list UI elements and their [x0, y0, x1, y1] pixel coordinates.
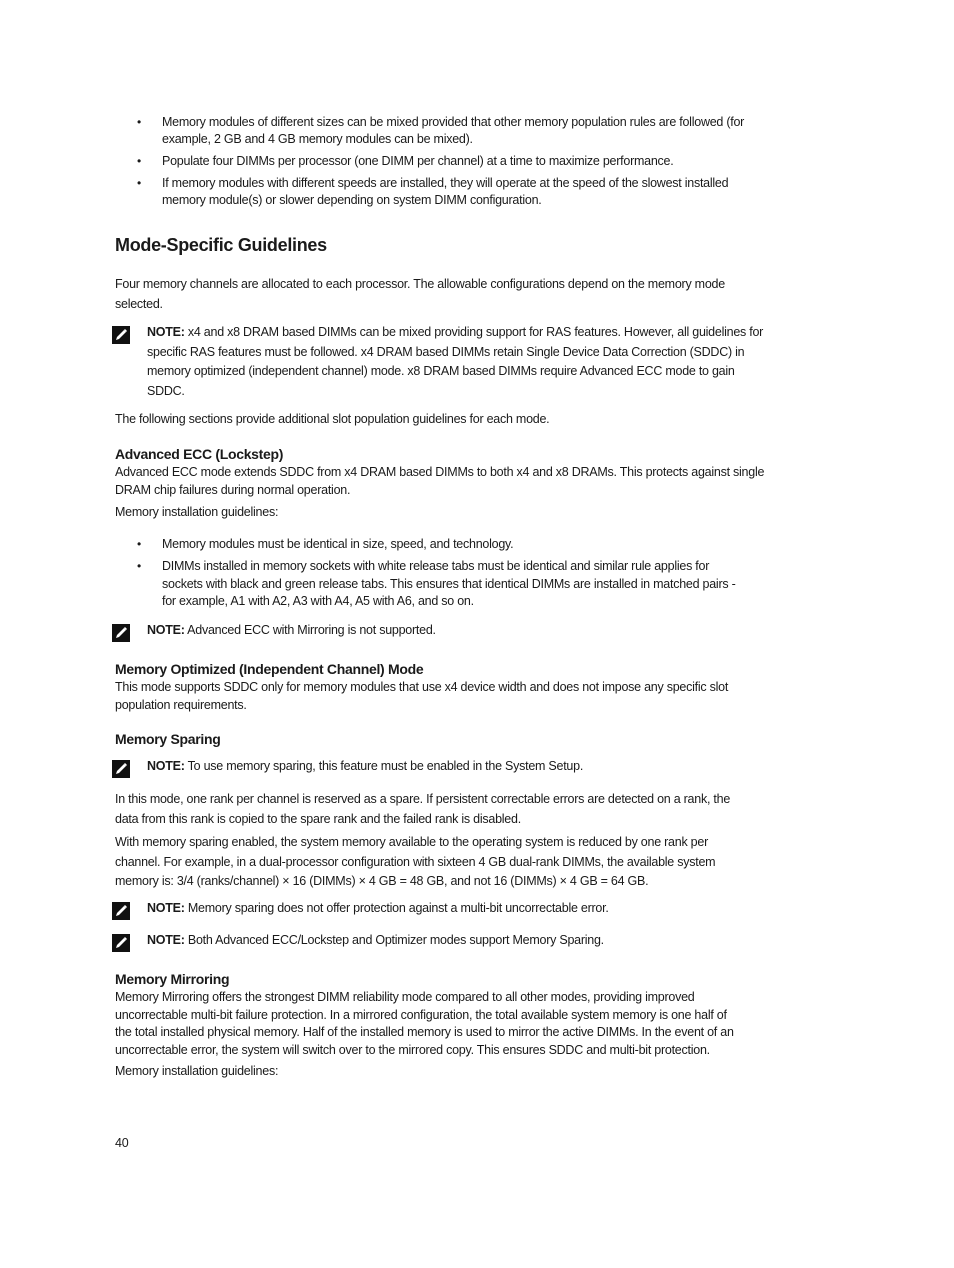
paragraph: [115, 790, 815, 828]
subsection-title-mirroring: Memory Mirroring: [115, 971, 230, 987]
list-item: [115, 535, 815, 554]
list-item: [115, 557, 815, 611]
list-item: [115, 113, 815, 148]
bullet-marker: •: [137, 559, 141, 573]
list-item: [115, 152, 815, 171]
note-block: [147, 899, 609, 918]
subsection-title-optimized: Memory Optimized (Independent Channel) Mode: [115, 661, 424, 677]
paragraph-line: uncorrectable multi-bit failure protection. In a mirrored configuration, the total available system memory is one half of: [115, 1007, 727, 1022]
list-item-line: If memory modules with different speeds are installed, they will operate at the speed of the slowest installed: [162, 176, 729, 190]
note-label: NOTE:: [147, 759, 185, 773]
note-text: specific RAS features must be followed. x4 DRAM based DIMMs retain Single Device Data Correction (SDDC) in: [147, 344, 745, 359]
intro-paragraph: [115, 275, 815, 313]
list-item-line: Memory modules of different sizes can be mixed provided that other memory population rules are followed (for: [162, 115, 745, 129]
paragraph: [115, 463, 815, 499]
bullet-marker: •: [137, 115, 141, 129]
list-item-line: sockets with black and green release tabs. This ensures that identical DIMMs are installed in matched pairs -: [162, 576, 736, 591]
note-pencil-icon: [111, 901, 131, 921]
note-label: NOTE:: [147, 623, 185, 637]
page-number: 40: [115, 1136, 129, 1150]
note-text: Memory sparing does not offer protection against a multi-bit uncorrectable error.: [184, 901, 609, 915]
list-item-line: memory module(s) or slower depending on system DIMM configuration.: [162, 192, 542, 207]
list-item-line: example, 2 GB and 4 GB memory modules can be mixed).: [162, 131, 473, 146]
paragraph-line: Memory Mirroring offers the strongest DIMM reliability mode compared to all other modes, providing improved: [115, 990, 695, 1004]
note-block: [147, 931, 604, 950]
note-block: [147, 757, 583, 776]
sections-intro: The following sections provide additional slot population guidelines for each mode.: [115, 412, 550, 426]
bullet-marker: •: [137, 537, 141, 551]
list-item-line: Populate four DIMMs per processor (one DIMM per channel) at a time to maximize performance.: [162, 154, 674, 168]
note-text: memory optimized (independent channel) mode. x8 DRAM based DIMMs require Advanced ECC mode to gain: [147, 364, 735, 378]
section-title: Mode-Specific Guidelines: [115, 235, 327, 255]
note-label: NOTE:: [147, 325, 185, 339]
note-text: x4 and x8 DRAM based DIMMs can be mixed providing support for RAS features. However, all guidelines for: [184, 325, 764, 339]
paragraph-line: In this mode, one rank per channel is reserved as a spare. If persistent correctable errors are detected on a rank, the: [115, 792, 731, 806]
paragraph-line: selected.: [115, 296, 163, 311]
note-pencil-icon: [111, 623, 131, 643]
paragraph-line: data from this rank is copied to the spare rank and the failed rank is disabled.: [115, 811, 521, 826]
note-label: NOTE:: [147, 901, 185, 915]
paragraph-line: memory is: 3/4 (ranks/channel) × 16 (DIMMs) × 4 GB = 48 GB, and not 16 (DIMMs) × 4 GB = 64 GB.: [115, 874, 649, 888]
paragraph-line: channel. For example, in a dual-processor configuration with sixteen 4 GB dual-rank DIMMs, the available system: [115, 854, 716, 869]
paragraph-line: With memory sparing enabled, the system memory available to the operating system is reduced by one rank per: [115, 835, 708, 849]
install-label: Memory installation guidelines:: [115, 505, 279, 519]
list-item-line: Memory modules must be identical in size, speed, and technology.: [162, 537, 514, 551]
paragraph-line: Advanced ECC mode extends SDDC from x4 DRAM based DIMMs to both x4 and x8 DRAMs. This protects against single: [115, 465, 765, 479]
paragraph-line: This mode supports SDDC only for memory modules that use x4 device width and does not impose any specific slot: [115, 680, 729, 694]
subsection-title-advanced-ecc: Advanced ECC (Lockstep): [115, 446, 284, 462]
note-pencil-icon: [111, 759, 131, 779]
paragraph-line: Four memory channels are allocated to each processor. The allowable configurations depend on the memory mode: [115, 277, 725, 291]
paragraph-line: uncorrectable error, the system will switch over to the mirrored copy. This ensures SDDC and multi-bit protection.: [115, 1042, 710, 1057]
list-item-line: for example, A1 with A2, A3 with A4, A5 with A6, and so on.: [162, 594, 474, 608]
paragraph: [115, 678, 815, 714]
note-pencil-icon: [111, 933, 131, 953]
paragraph-line: DRAM chip failures during normal operation.: [115, 482, 351, 497]
install-label: Memory installation guidelines:: [115, 1064, 279, 1078]
note-label: NOTE:: [147, 933, 185, 947]
paragraph-line: the total installed physical memory. Half of the installed memory is used to mirror the active DIMMs. In the event of an: [115, 1025, 734, 1039]
paragraph: [115, 988, 815, 1059]
list-item: [115, 174, 815, 209]
note-text: Both Advanced ECC/Lockstep and Optimizer modes support Memory Sparing.: [184, 933, 604, 947]
note-block: [147, 323, 817, 401]
note-pencil-icon: [111, 325, 131, 345]
list-item-line: DIMMs installed in memory sockets with white release tabs must be identical and similar rule applies for: [162, 559, 710, 573]
paragraph: [115, 833, 815, 891]
paragraph-line: population requirements.: [115, 697, 247, 712]
bullet-marker: •: [137, 154, 141, 168]
note-text: SDDC.: [147, 383, 185, 398]
note-text: To use memory sparing, this feature must be enabled in the System Setup.: [184, 759, 584, 773]
note-block: [147, 621, 436, 640]
subsection-title-sparing: Memory Sparing: [115, 731, 221, 747]
note-text: Advanced ECC with Mirroring is not supported.: [184, 623, 436, 637]
bullet-marker: •: [137, 176, 141, 190]
